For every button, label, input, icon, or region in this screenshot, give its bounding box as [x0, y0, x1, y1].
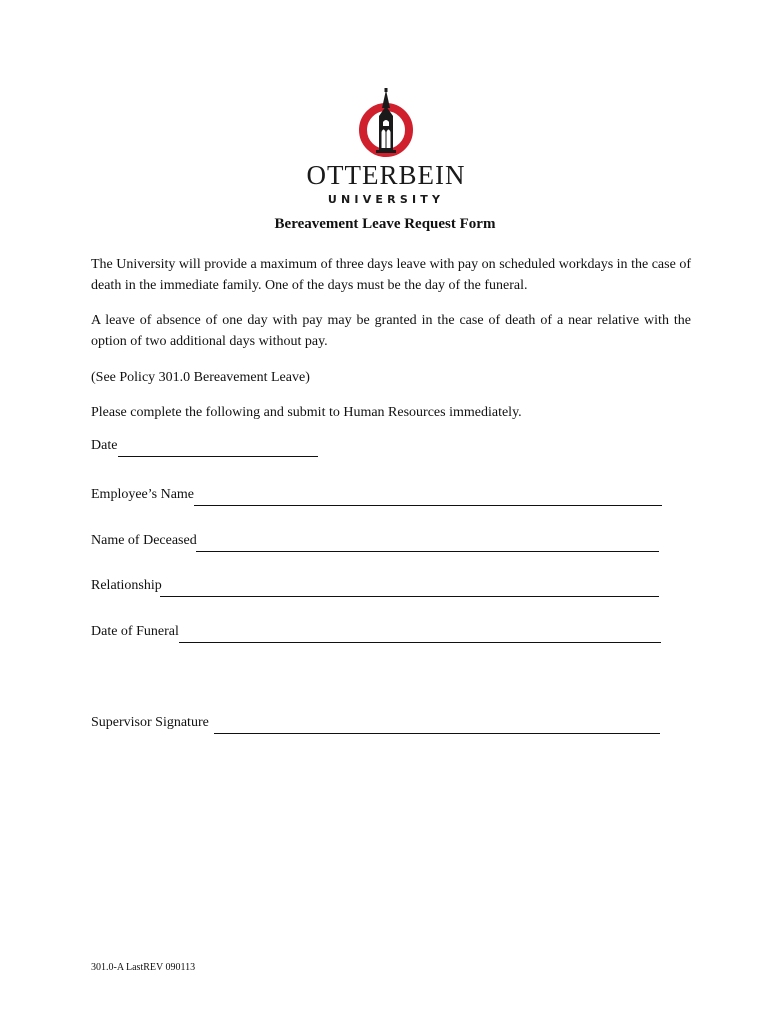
employee-name-line[interactable]	[194, 485, 554, 506]
funeral-date-line[interactable]	[179, 622, 661, 643]
deceased-name-line[interactable]	[196, 531, 659, 552]
date-line[interactable]	[118, 436, 318, 457]
logo-wordmark: OTTERBEIN	[306, 160, 466, 190]
relationship-line[interactable]	[160, 576, 659, 597]
funeral-date-label: Date of Funeral	[91, 624, 179, 639]
university-logo	[298, 86, 474, 206]
employee-id-line[interactable]	[554, 485, 662, 506]
chapel-emblem-icon	[356, 86, 416, 158]
supervisor-signature-line[interactable]	[214, 713, 660, 734]
form-revision-code: 301.0-A LastREV 090113	[91, 962, 196, 973]
policy-paragraph: A leave of absence of one day with pay may be granted in the case of death of a near relative with the option of two additional days without pay.	[91, 313, 691, 349]
instruction-text: Please complete the following and submit to Human Resources immediately.	[91, 405, 522, 420]
date-label: Date	[91, 438, 118, 453]
supervisor-signature-label: Supervisor Signature	[91, 715, 209, 730]
relationship-label: Relationship	[91, 578, 162, 593]
logo-subtitle: UNIVERSITY	[327, 193, 445, 206]
policy-reference: (See Policy 301.0 Bereavement Leave)	[91, 370, 310, 385]
policy-paragraph: The University will provide a maximum of three days leave with pay on scheduled workdays in the case of death in the immediate family. One of the days must be the day of the funeral.	[91, 257, 691, 293]
employee-name-label: Employee’s Name	[91, 487, 195, 502]
deceased-name-label: Name of Deceased	[91, 533, 197, 548]
form-title: Bereavement Leave Request Form	[274, 216, 496, 232]
